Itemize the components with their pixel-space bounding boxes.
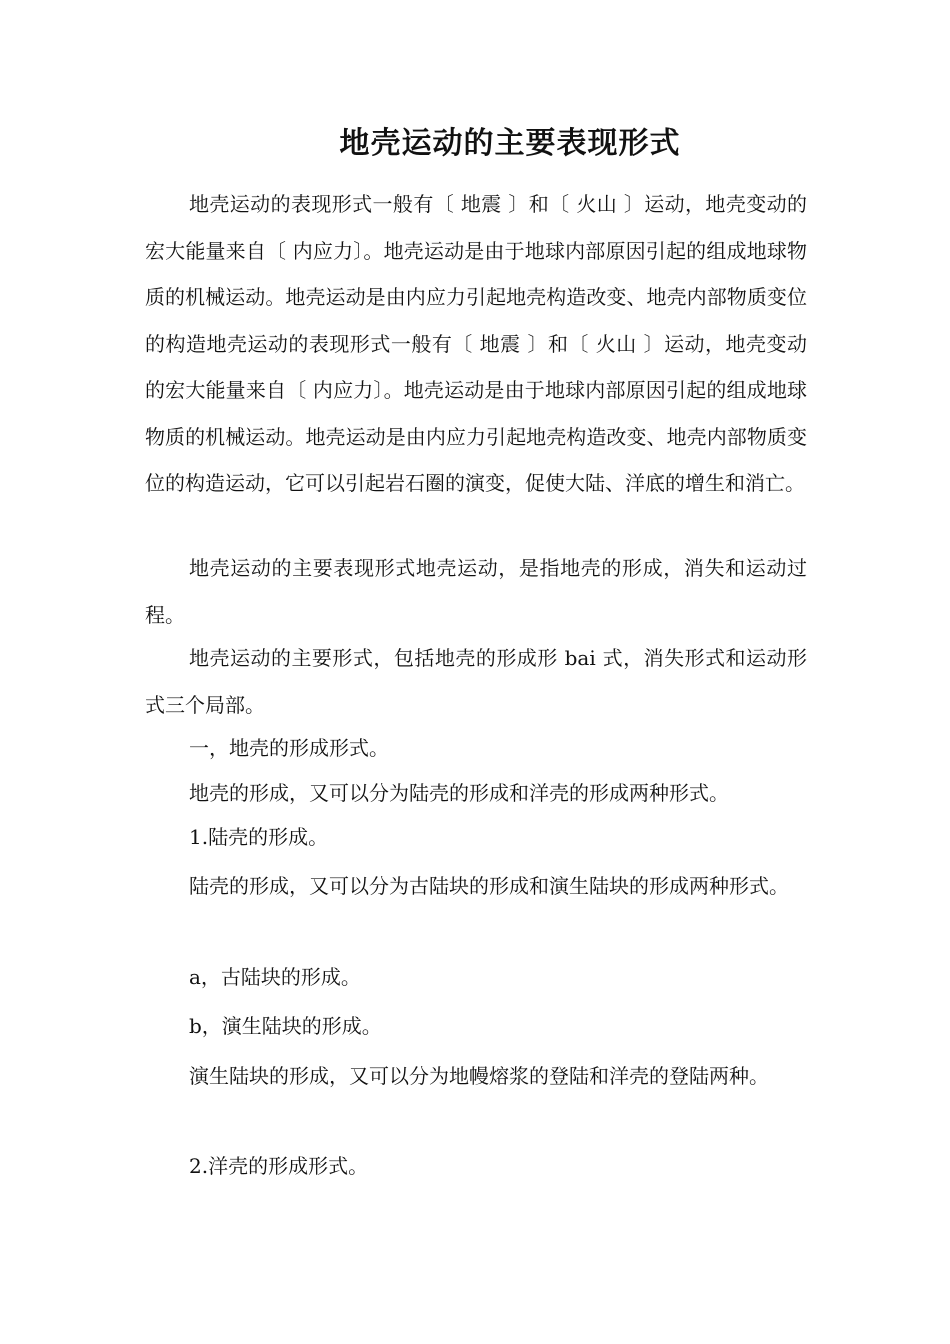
paragraph-10: 演生陆块的形成，又可以分为地幔熔浆的登陆和洋壳的登陆两种。 [189,1064,769,1088]
paragraph-11: 2.洋壳的形成形式。 [189,1154,369,1178]
paragraph-7: 陆壳的形成，又可以分为古陆块的形成和演生陆块的形成两种形式。 [189,874,789,898]
paragraph-8: a，古陆块的形成。 [189,965,361,989]
paragraph-4: 一，地壳的形成形式。 [189,736,389,760]
document-title: 地壳运动的主要表现形式 [339,126,681,161]
paragraph-9: b，演生陆块的形成。 [189,1014,382,1038]
paragraph-1: 地壳运动的表现形式一般有〔 地震 〕和〔 火山 〕运动，地壳变动的宏大能量来自〔 内应力〕。地壳运动是由于地球内部原因引起的组成地球物质的机械运动。地壳运动是由内应力引起地壳构造改变、地壳内部物质变位的构造地壳运动的表现形式一般有〔 地震 〕和〔 火山 〕运动，地壳变动的宏大能量来自〔 内应力〕。地壳运动是由于地球内部原因引起的组成地球物质的机械运动。地壳运动是由内应力引起地壳构造改变、地壳内部物质变位的构造运动，它可以引起岩石圈的演变，促使大陆、洋底的增生和消亡。 [145,192,807,495]
paragraph-3: 地壳运动的主要形式，包括地壳的形成形 bai 式，消失形式和运动形式三个局部。 [145,646,807,717]
paragraph-2: 地壳运动的主要表现形式地壳运动，是指地壳的形成，消失和运动过程。 [145,556,807,627]
paragraph-6: 1.陆壳的形成。 [189,825,329,849]
paragraph-5: 地壳的形成，又可以分为陆壳的形成和洋壳的形成两种形式。 [189,781,729,805]
